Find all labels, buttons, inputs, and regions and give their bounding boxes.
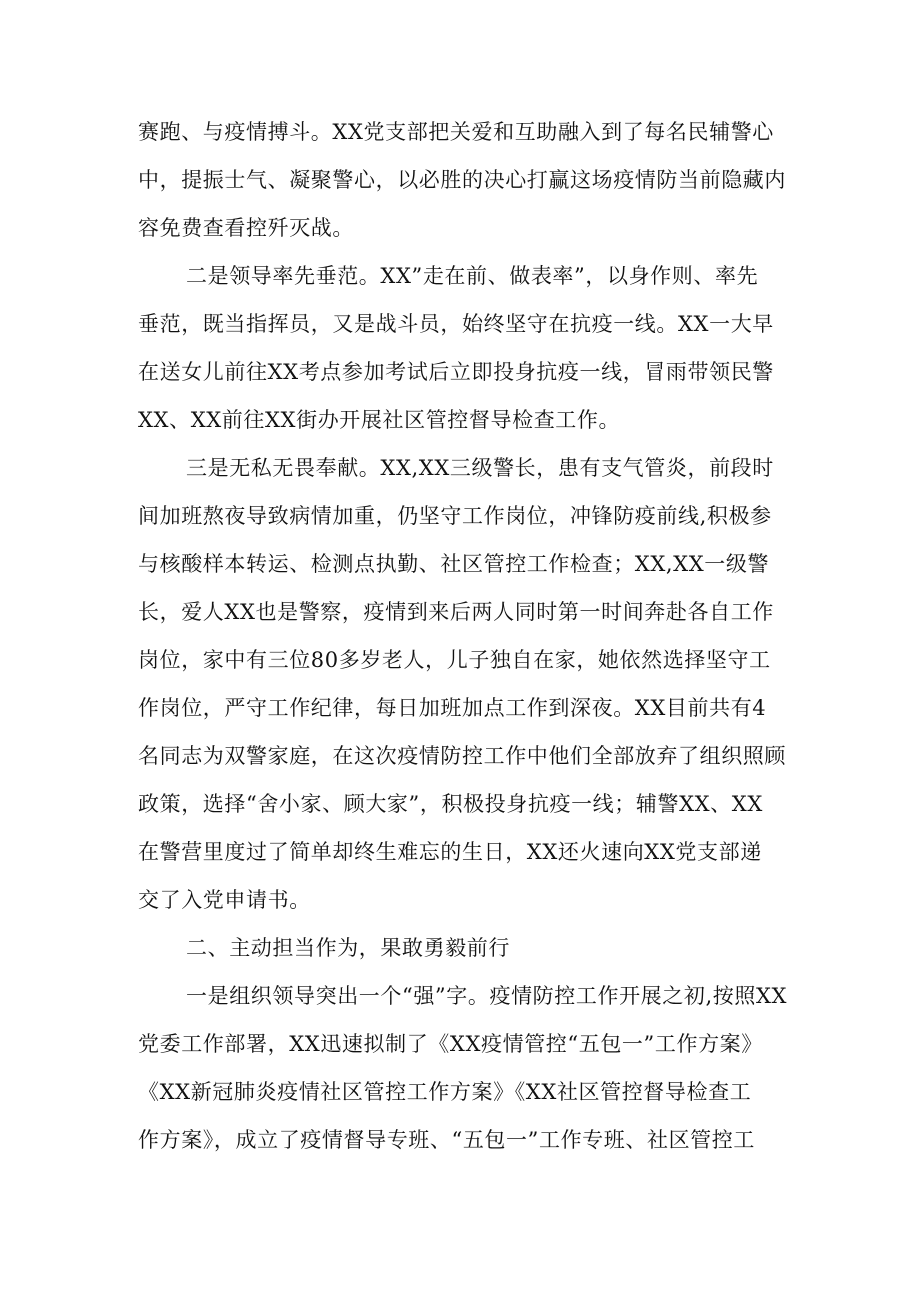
- text-line: 岗位，家中有三位80多岁老人，儿子独自在家，她依然选择坚守工: [138, 648, 771, 672]
- text-line: 与核酸样本转运、检测点执勤、社区管控工作检查；XX,XX一级警: [138, 552, 770, 576]
- section-heading: [138, 924, 788, 972]
- paragraph-2: [138, 252, 788, 444]
- text-line: 长，爱人XX也是警察，疫情到来后两人同时第一时间奔赴各自工作: [138, 600, 774, 624]
- text-line: 在送女儿前往XX考点参加考试后立即投身抗疫一线，冒雨带领民警: [138, 360, 774, 384]
- text-line: XX、XX前往XX街办开展社区管控督导检查工作。: [138, 408, 621, 432]
- paragraph-1: [138, 108, 788, 252]
- text-line: 二是领导率先垂范。XX”走在前、做表率”，以身作则、率先: [186, 264, 759, 288]
- text-line: 三是无私无畏奉献。XX,XX三级警长，患有支气管炎，前段时: [186, 456, 774, 480]
- text-line: 名同志为双警家庭，在这次疫情防控工作中他们全部放弃了组织照顾: [138, 744, 786, 768]
- paragraph-3: [138, 444, 788, 924]
- text-line: 中，提振士气、凝聚警心，以必胜的决心打赢这场疫情防当前隐藏内: [138, 168, 786, 192]
- text-line: 政策，选择“舍小家、顾大家”，积极投身抗疫一线；辅警XX、XX: [138, 792, 763, 816]
- text-line: 在警营里度过了简单却终生难忘的生日，XX还火速向XX党支部递: [138, 840, 762, 864]
- text-line: 赛跑、与疫情搏斗。XX党支部把关爱和互助融入到了每名民辅警心: [138, 120, 774, 144]
- text-line: 作岗位，严守工作纪律，每日加班加点工作到深夜。XX目前共有4: [138, 696, 767, 720]
- text-line: 间加班熬夜导致病情加重，仍坚守工作岗位，冲锋防疫前线,积极参: [138, 504, 772, 528]
- text-line: 《XX新冠肺炎疫情社区管控工作方案》《XX社区管控督导检查工: [138, 1080, 752, 1104]
- text-line: 作方案》，成立了疫情督导专班、“五包一”工作专班、社区管控工: [138, 1128, 755, 1152]
- document-body: [138, 108, 788, 1164]
- text-line: 交了入党申请书。: [138, 888, 311, 912]
- text-line: 一是组织领导突出一个“强”字。疫情防控工作开展之初,按照XX: [186, 984, 788, 1008]
- text-line: 党委工作部署，XX迅速拟制了《XX疫情管控“五包一”工作方案》: [138, 1032, 763, 1056]
- text-line: 容免费查看控歼灭战。: [138, 216, 354, 240]
- paragraph-5: [138, 972, 788, 1164]
- text-line: 垂范，既当指挥员，又是战斗员，始终坚守在抗疫一线。XX一大早: [138, 312, 774, 336]
- heading-line: 二、主动担当作为，果敢勇毅前行: [186, 936, 510, 960]
